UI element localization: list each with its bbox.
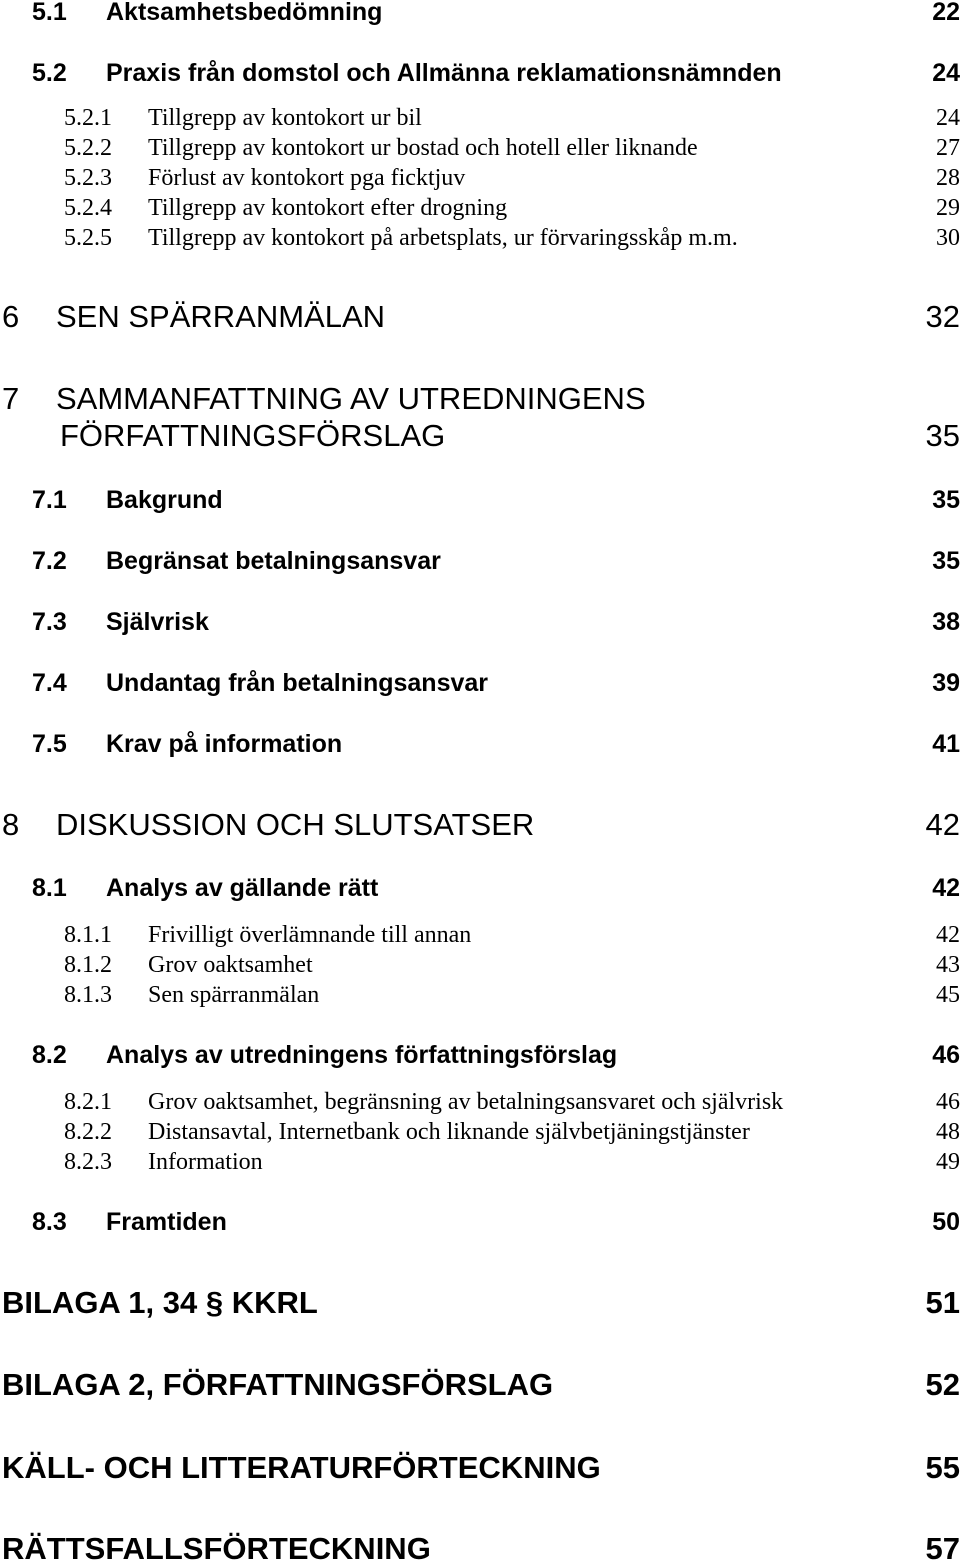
entry-page: 28: [936, 165, 960, 191]
toc-entry-7-4[interactable]: [0, 668, 960, 698]
entry-title: Bakgrund: [106, 486, 223, 514]
entry-page: 22: [932, 0, 960, 26]
entry-title: Grov oaktsamhet: [148, 952, 313, 978]
entry-title: Undantag från betalningsansvar: [106, 669, 489, 697]
entry-number: 8.3: [32, 1208, 67, 1236]
chapter-title-line2: FÖRFATTNINGSFÖRSLAG: [60, 418, 446, 453]
entry-title: Analys av utredningens författningsförslag: [106, 1041, 618, 1069]
entry-page: 35: [932, 486, 960, 514]
appendix-page: 52: [925, 1367, 960, 1402]
toc-entry-8-1-3[interactable]: [0, 981, 960, 1009]
toc-entry-5-2-3[interactable]: [0, 164, 960, 192]
toc-entry-7-1[interactable]: [0, 485, 960, 515]
entry-number: 5.2.1: [64, 105, 112, 131]
entry-page: 50: [932, 1208, 960, 1236]
entry-number: 5.2.5: [64, 225, 112, 251]
toc-entry-5-2[interactable]: [0, 58, 960, 88]
toc-kall-och-litteratur[interactable]: [0, 1450, 960, 1486]
entry-title: Tillgrepp av kontokort ur bostad och hotell eller liknande: [148, 135, 698, 161]
entry-title: Tillgrepp av kontokort ur bil: [148, 105, 422, 131]
entry-title: Distansavtal, Internetbank och liknande självbetjäningstjänster: [148, 1119, 750, 1145]
entry-page: 49: [936, 1149, 960, 1175]
entry-title: Begränsat betalningsansvar: [106, 547, 441, 575]
entry-page: 27: [936, 135, 960, 161]
entry-title: Grov oaktsamhet, begränsning av betalningsansvaret och självrisk: [148, 1089, 784, 1115]
entry-number: 5.1: [32, 0, 67, 26]
entry-number: 8.1: [32, 874, 67, 902]
entry-title: Tillgrepp av kontokort på arbetsplats, ur förvaringsskåp m.m.: [148, 225, 738, 251]
entry-title: Praxis från domstol och Allmänna reklamationsnämnden: [106, 59, 782, 87]
entry-page: 45: [936, 982, 960, 1008]
entry-page: 29: [936, 195, 960, 221]
toc-entry-5-1[interactable]: [0, 0, 960, 27]
appendix-title: KÄLL- OCH LITTERATURFÖRTECKNING: [2, 1450, 601, 1485]
entry-page: 35: [932, 547, 960, 575]
toc-entry-8-3[interactable]: [0, 1207, 960, 1237]
toc-rattsfall[interactable]: [0, 1531, 960, 1567]
entry-page: 48: [936, 1119, 960, 1145]
toc-chapter-7[interactable]: [0, 381, 960, 417]
entry-title: Förlust av kontokort pga ficktjuv: [148, 165, 466, 191]
entry-title: Självrisk: [106, 608, 209, 636]
chapter-title-line1: SAMMANFATTNING AV UTREDNINGENS: [56, 381, 646, 416]
entry-title: Tillgrepp av kontokort efter drogning: [148, 195, 508, 221]
entry-page: 41: [932, 730, 960, 758]
toc-entry-8-1[interactable]: [0, 873, 960, 903]
entry-title: Analys av gällande rätt: [106, 874, 379, 902]
chapter-title: DISKUSSION OCH SLUTSATSER: [56, 807, 535, 842]
entry-number: 7.1: [32, 486, 67, 514]
entry-page: 46: [932, 1041, 960, 1069]
entry-number: 8.2.2: [64, 1119, 112, 1145]
entry-number: 5.2.4: [64, 195, 112, 221]
toc-entry-8-2-3[interactable]: [0, 1148, 960, 1176]
chapter-number: 6: [2, 299, 20, 334]
toc-chapter-6[interactable]: [0, 299, 960, 335]
toc-entry-8-2-1[interactable]: [0, 1088, 960, 1116]
toc-entry-7-3[interactable]: [0, 607, 960, 637]
entry-number: 7.3: [32, 608, 67, 636]
chapter-page: 42: [925, 807, 960, 842]
chapter-number: 7: [2, 381, 20, 416]
entry-number: 7.2: [32, 547, 67, 575]
toc-entry-8-1-1[interactable]: [0, 921, 960, 949]
chapter-page: 32: [925, 299, 960, 334]
entry-title: Sen spärranmälan: [148, 982, 320, 1008]
entry-number: 7.5: [32, 730, 67, 758]
toc-entry-7-2[interactable]: [0, 546, 960, 576]
entry-number: 5.2: [32, 59, 67, 87]
toc-bilaga-1[interactable]: [0, 1285, 960, 1321]
toc-entry-5-2-2[interactable]: [0, 134, 960, 162]
entry-number: 7.4: [32, 669, 67, 697]
appendix-title: RÄTTSFALLSFÖRTECKNING: [2, 1531, 431, 1566]
entry-title: Framtiden: [106, 1208, 227, 1236]
entry-page: 46: [936, 1089, 960, 1115]
entry-page: 30: [936, 225, 960, 251]
toc-entry-8-2[interactable]: [0, 1040, 960, 1070]
toc-entry-7-5[interactable]: [0, 729, 960, 759]
entry-title: Krav på information: [106, 730, 343, 758]
entry-title: Frivilligt överlämnande till annan: [148, 922, 472, 948]
entry-number: 8.1.2: [64, 952, 112, 978]
entry-number: 8.1.3: [64, 982, 112, 1008]
toc-chapter-7-cont[interactable]: [0, 418, 960, 454]
toc-entry-5-2-5[interactable]: [0, 224, 960, 252]
toc-entry-8-1-2[interactable]: [0, 951, 960, 979]
toc-chapter-8[interactable]: [0, 807, 960, 843]
toc-bilaga-2[interactable]: [0, 1367, 960, 1403]
toc-entry-5-2-4[interactable]: [0, 194, 960, 222]
toc-entry-8-2-2[interactable]: [0, 1118, 960, 1146]
entry-number: 8.1.1: [64, 922, 112, 948]
appendix-title: BILAGA 2, FÖRFATTNINGSFÖRSLAG: [2, 1367, 554, 1402]
entry-page: 42: [932, 874, 960, 902]
appendix-title: BILAGA 1, 34 § KKRL: [2, 1285, 318, 1320]
entry-number: 8.2: [32, 1041, 67, 1069]
entry-page: 43: [936, 952, 960, 978]
entry-number: 8.2.1: [64, 1089, 112, 1115]
chapter-title: SEN SPÄRRANMÄLAN: [56, 299, 386, 334]
entry-page: 42: [936, 922, 960, 948]
entry-page: 24: [936, 105, 960, 131]
entry-number: 8.2.3: [64, 1149, 112, 1175]
appendix-page: 57: [925, 1531, 960, 1566]
chapter-number: 8: [2, 807, 20, 842]
entry-page: 38: [932, 608, 960, 636]
toc-entry-5-2-1[interactable]: [0, 104, 960, 132]
entry-page: 24: [932, 59, 960, 87]
entry-number: 5.2.3: [64, 165, 112, 191]
appendix-page: 51: [925, 1285, 960, 1320]
entry-number: 5.2.2: [64, 135, 112, 161]
chapter-page: 35: [925, 418, 960, 453]
entry-title: Aktsamhetsbedömning: [106, 0, 383, 26]
entry-title: Information: [148, 1149, 263, 1175]
appendix-page: 55: [925, 1450, 960, 1485]
entry-page: 39: [932, 669, 960, 697]
